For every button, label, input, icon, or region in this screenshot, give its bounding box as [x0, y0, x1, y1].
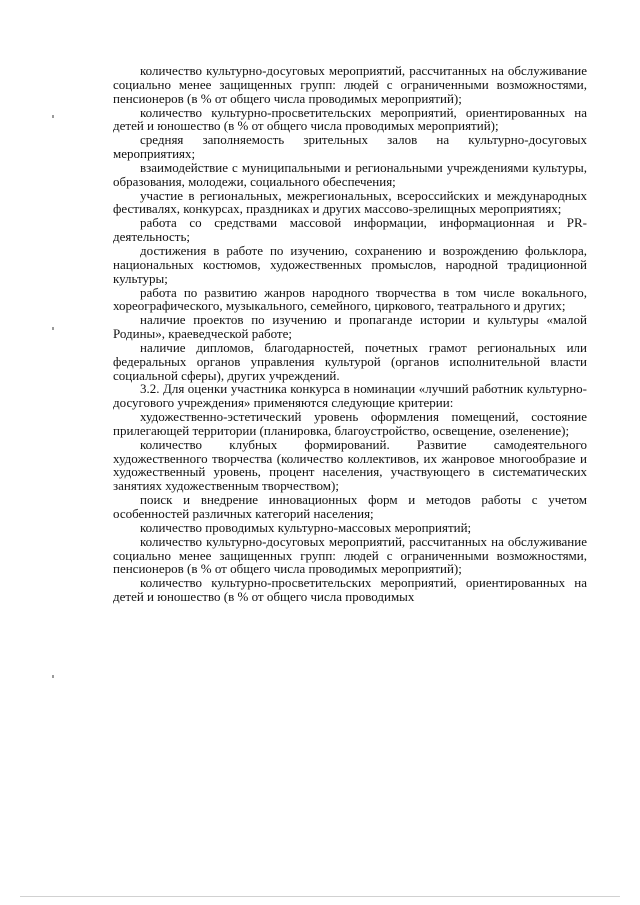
paragraph: наличие проектов по изучению и пропаганде истории и культуры «малой Родины», краеведческой работе;: [113, 312, 587, 342]
paragraph: количество культурно-просветительских мероприятий, ориентированных на детей и юношество (в % от общего числа проводимых: [113, 575, 587, 605]
paragraph: взаимодействие с муниципальными и региональными учреждениями культуры, образования, молодежи, социального обеспечения;: [113, 159, 587, 189]
paragraph: участие в региональных, межрегиональных, всероссийских и международных фестивалях, конкурсах, праздниках и других массово-зрелищных мероприятиях;: [113, 187, 587, 217]
paragraph: работа по развитию жанров народного творчества в том числе вокального, хореографического, музыкального, семейного, циркового, театрального и других;: [113, 284, 587, 314]
paragraph: количество культурно-досуговых мероприятий, рассчитанных на обслуживание социально менее защищенных групп: людей с ограниченными возможностями, пенсионеров (в % от общего числа проводимых мероприятий);: [113, 63, 587, 106]
section-heading: 3.2. Для оценки участника конкурса в номинации «лучший работник культурно-досугового учреждения» применяются следующие критерии:: [113, 381, 587, 411]
scan-bottom-rule: [20, 896, 620, 897]
scan-speck: [52, 115, 54, 118]
paragraph: количество культурно-просветительских мероприятий, ориентированных на детей и юношество (в % от общего числа проводимых мероприятий);: [113, 104, 587, 134]
document-page: [113, 64, 587, 604]
paragraph: работа со средствами массовой информации, информационная и PR-деятельность;: [113, 215, 587, 245]
paragraph: художественно-эстетический уровень оформления помещений, состояние прилегающей территории (планировка, благоустройство, освещение, озеленение);: [113, 409, 587, 438]
paragraph: наличие дипломов, благодарностей, почетных грамот региональных или федеральных органов управления культурой (органов исполнительной власти социальной сферы), других учреждений.: [113, 339, 587, 383]
paragraph: количество клубных формирований. Развитие самодеятельного художественного творчества (количество коллективов, их жанровое многообразие и художественный уровень, процент населения, участвующего в систематических занятиях художественным творчеством);: [113, 436, 587, 494]
paragraph: поиск и внедрение инновационных форм и методов работы с учетом особенностей различных категорий населения;: [113, 492, 587, 521]
paragraph: количество культурно-досуговых мероприятий, рассчитанных на обслуживание социально менее защищенных групп: людей с ограниченными возможностями, пенсионеров (в % от общего числа проводимых мероприятий);: [113, 533, 587, 577]
paragraph: количество проводимых культурно-массовых мероприятий;: [140, 519, 472, 535]
scan-speck: [52, 675, 54, 678]
scan-speck: [52, 327, 54, 330]
paragraph: средняя заполняемость зрительных залов на культурно-досуговых мероприятиях;: [113, 132, 587, 162]
paragraph: достижения в работе по изучению, сохранению и возрождению фольклора, национальных костюмов, художественных промыслов, народной традиционной культуры;: [113, 242, 587, 286]
